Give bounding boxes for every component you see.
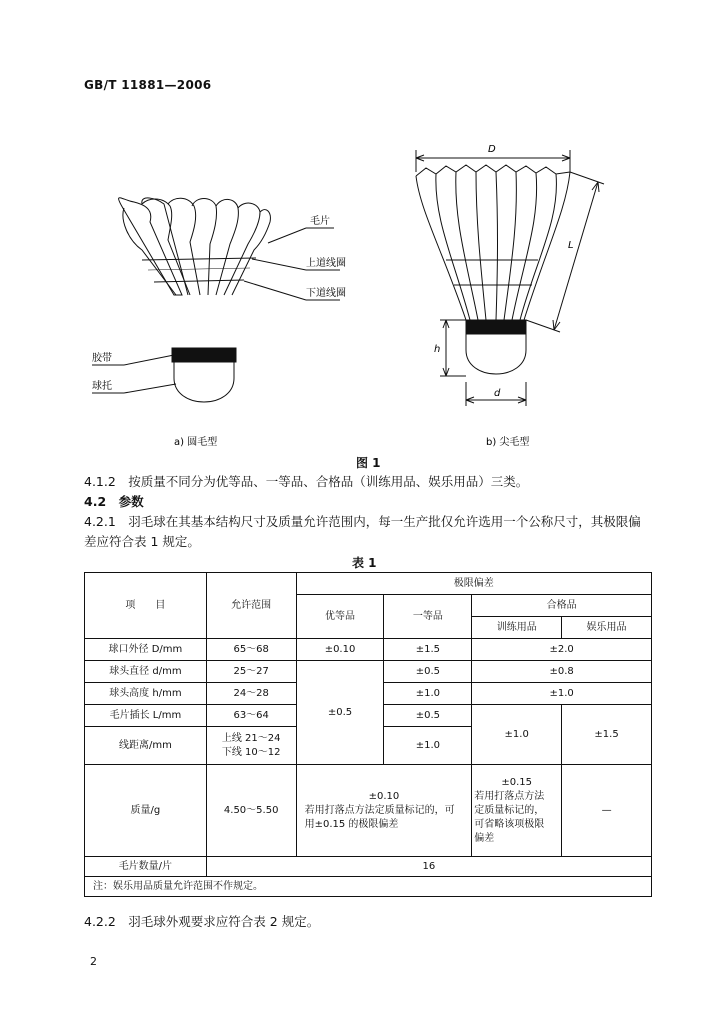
rows2to5-premium: ±0.5	[296, 661, 384, 765]
row6-training-note-2: 定质量标记的，	[474, 804, 545, 816]
row5-range	[206, 727, 296, 765]
row6-premium-note-1: 若用打落点方法定质量标记的，可	[304, 804, 455, 816]
figure-title: 图 1	[356, 456, 381, 470]
header-qualified: 合格品	[472, 595, 652, 617]
standard-code: GB/T 11881—2006	[84, 78, 212, 92]
label-feather: 毛片	[310, 216, 330, 227]
dim-D: D	[488, 144, 496, 155]
header-premium: 优等品	[296, 595, 384, 639]
row4-first: ±0.5	[384, 705, 472, 727]
row6-training-note-4: 偏差	[474, 832, 495, 844]
row2-item: 球头直径 d/mm	[85, 661, 207, 683]
pointed-feather-shuttlecock	[416, 150, 604, 406]
row6-entertainment: —	[562, 765, 652, 857]
label-lower-line: 下道线圈	[306, 288, 346, 299]
dim-L: L	[568, 240, 574, 251]
row6-training-note-3: 可省略该项极限	[474, 818, 545, 830]
row5-range-upper: 上线 21～24	[221, 732, 281, 744]
row5-item: 线距离/mm	[85, 727, 207, 765]
para-4-2-2: 4.2.2 羽毛球外观要求应符合表 2 规定。	[84, 914, 320, 929]
label-tape: 胶带	[92, 353, 112, 364]
row1-qualified: ±2.0	[472, 639, 652, 661]
label-base: 球托	[92, 381, 112, 392]
rows4to5-entertainment: ±1.5	[562, 705, 652, 765]
shuttlecock-figure	[84, 110, 654, 460]
row6-premium-first	[296, 765, 472, 857]
row2-range: 25～27	[206, 661, 296, 683]
row3-qualified: ±1.0	[472, 683, 652, 705]
row1-item: 球口外径 D/mm	[85, 639, 207, 661]
para-4-1-2: 4.1.2 按质量不同分为优等品、一等品、合格品（训练用品、娱乐用品）三类。	[84, 474, 529, 489]
row2-qualified: ±0.8	[472, 661, 652, 683]
heading-4-2: 4.2 参数	[84, 494, 144, 509]
row3-item: 球头高度 h/mm	[85, 683, 207, 705]
row1-first: ±1.5	[384, 639, 472, 661]
row2-first: ±0.5	[384, 661, 472, 683]
row3-range: 24～28	[206, 683, 296, 705]
row6-item: 质量/g	[85, 765, 207, 857]
dim-d: d	[494, 388, 501, 399]
caption-b: b) 尖毛型	[486, 437, 530, 448]
round-feather-shuttlecock	[92, 198, 340, 402]
row6-premium-value: ±0.10	[368, 790, 400, 802]
row4-item: 毛片插长 L/mm	[85, 705, 207, 727]
dim-h: h	[434, 344, 441, 355]
row6-training	[472, 765, 562, 857]
row6-range: 4.50～5.50	[206, 765, 296, 857]
row5-first: ±1.0	[384, 727, 472, 765]
table-note: 注：娱乐用品质量允许范围不作规定。	[85, 877, 652, 897]
row6-premium-note-2: 用±0.15 的极限偏差	[304, 818, 399, 830]
para-4-2-1-line1: 4.2.1 羽毛球在其基本结构尺寸及质量允许范围内，每一生产批仅允许选用一个公称尺寸，其极限偏	[84, 514, 641, 529]
header-range: 允许范围	[206, 573, 296, 639]
table-1	[84, 572, 652, 897]
header-item: 项 目	[85, 573, 207, 639]
header-limit-deviation: 极限偏差	[296, 573, 651, 595]
row3-first: ±1.0	[384, 683, 472, 705]
row7-value: 16	[206, 857, 651, 877]
row1-range: 65～68	[206, 639, 296, 661]
caption-a: a) 圆毛型	[174, 437, 218, 448]
row6-training-note-1: 若用打落点方法	[474, 790, 545, 802]
header-entertainment: 娱乐用品	[562, 617, 652, 639]
table-title: 表 1	[352, 556, 377, 570]
header-first-grade: 一等品	[384, 595, 472, 639]
para-4-2-1-line2: 差应符合表 1 规定。	[84, 534, 200, 549]
row1-premium: ±0.10	[296, 639, 384, 661]
row7-item: 毛片数量/片	[85, 857, 207, 877]
label-upper-line: 上道线圈	[306, 258, 346, 269]
row5-range-lower: 下线 10～12	[221, 746, 281, 758]
rows4to5-training: ±1.0	[472, 705, 562, 765]
header-training: 训练用品	[472, 617, 562, 639]
figure-1	[84, 110, 654, 460]
row4-range: 63～64	[206, 705, 296, 727]
row6-training-value: ±0.15	[501, 776, 533, 788]
page-number: 2	[90, 955, 97, 968]
